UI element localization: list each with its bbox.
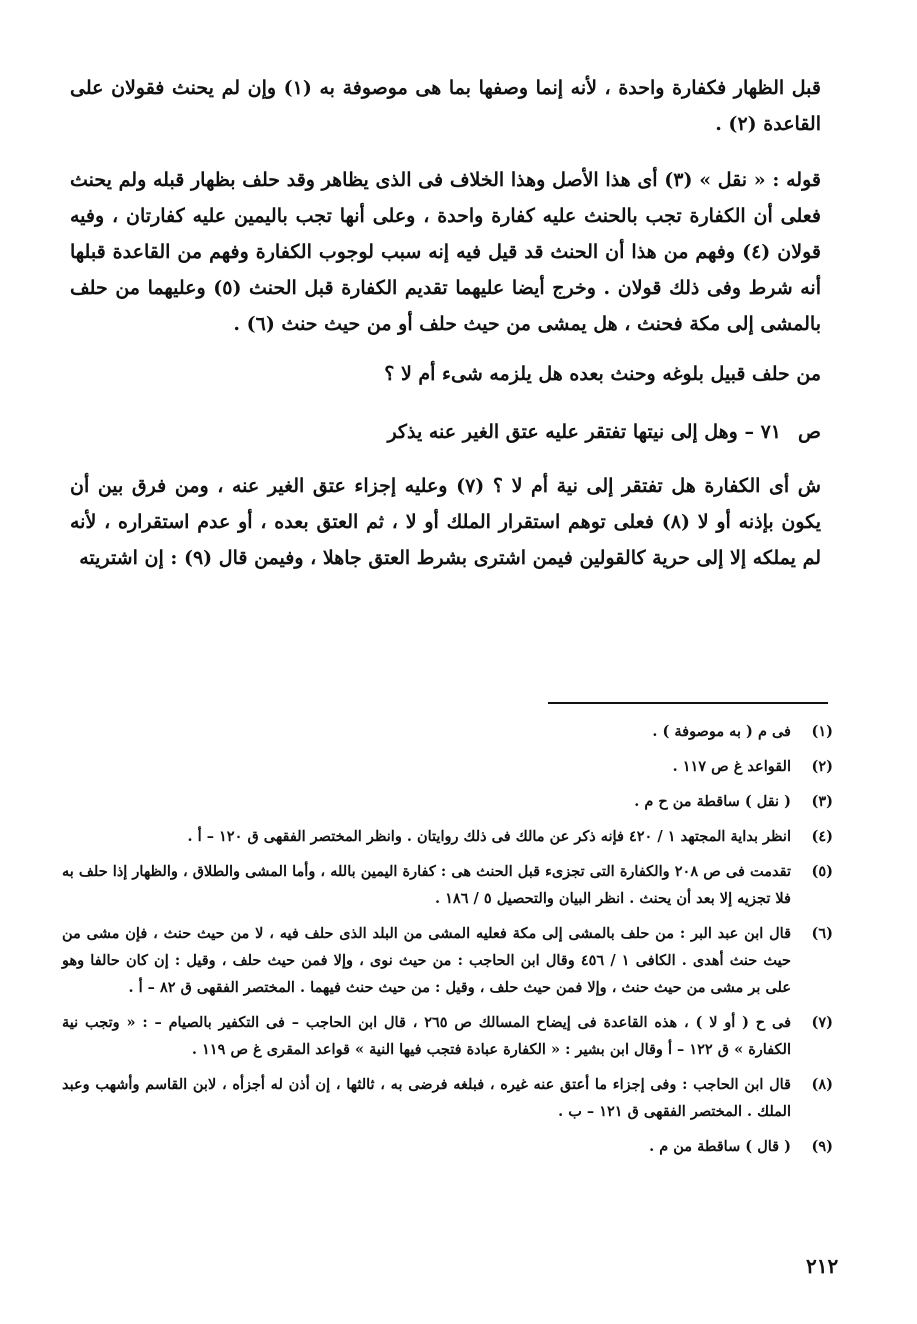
footnote-number: (٣) [811, 793, 833, 810]
footnote-number: (٦) [811, 925, 833, 942]
main-text [70, 70, 821, 576]
footnote-text: تقدمت فى ص ٢٠٨ والكفارة التى تجزىء قبل الحنث هى : كفارة اليمين بالله ، وأما المشى والطلاق ، والظهار إذا حلف به فلا تجزيه إلا بعد أن يحنث . انظر البيان والتحصيل ٥ / ١٨٦ . [62, 863, 791, 907]
verse-line [70, 414, 821, 450]
footnote-number: (١) [811, 723, 833, 740]
footnote-separator [548, 702, 828, 704]
footnote [62, 920, 833, 1001]
footnote [62, 1133, 833, 1160]
footnote-number: (٤) [811, 828, 833, 845]
footnote [62, 823, 833, 850]
footnote-text: فى م ( به موصوفة ) . [652, 723, 791, 740]
footnote-number: (٢) [811, 758, 833, 775]
question-line: من حلف قبيل بلوغه وحنث بعده هل يلزمه شىء أم لا ؟ [384, 363, 821, 385]
footnote-number: (٩) [811, 1138, 833, 1155]
footnote [62, 1071, 833, 1125]
footnote [62, 718, 833, 745]
footnote [62, 858, 833, 912]
commentary-paragraph: ش أى الكفارة هل تفتقر إلى نية أم لا ؟ (٧) وعليه إجزاء عتق الغير عنه ، ومن فرق بين أن يكون بإذنه أو لا (٨) فعلى توهم استقرار الملك أو لا ، ثم العتق بعده ، أو عدم استقراره ، لأنه لم يملكه إلا إلى حرية كالقولين فيمن اشترى بشرط العتق جاهلا ، وفيمن قال (٩) : إن اشتريته [70, 475, 821, 569]
footnotes [62, 718, 833, 1168]
footnote-number: (٥) [811, 863, 833, 880]
footnote-text: قال ابن عبد البر : من حلف بالمشى إلى مكة فعليه المشى من البلد الذى حلف فيه ، لا من حيث حنث ، فإن مشى من حيث حنث أهدى . الكافى ١ / ٤٥٦ وقال ابن الحاجب : من حيث نوى ، وإلا فمن حيث حلف ، وقيل : إن كان حالفا وهو على بر مشى من حيث حنث ، وإلا فمن حيث حلف ، وقيل : من حيث حنث فيهما . المختصر الفقهى ق ٨٢ – أ . [62, 925, 791, 996]
footnote-text: القواعد غ ص ١١٧ . [672, 758, 791, 775]
verse-text: ٧١ – وهل إلى نيتها تفتقر عليه عتق الغير عنه يذكر [387, 421, 781, 443]
footnote-text: ( قال ) ساقطة من م . [649, 1138, 791, 1155]
footnote-text: انظر بداية المجتهد ١ / ٤٢٠ فإنه ذكر عن مالك فى ذلك روايتان . وانظر المختصر الفقهى ق ١٢٠ – أ . [187, 828, 791, 845]
footnote-text: قال ابن الحاجب : وفى إجزاء ما أعتق عنه غيره ، فبلغه فرضى به ، ثالثها ، إن أذن له أجزأه ، لابن القاسم وأشهب وعبد الملك . المختصر الفقهى ق ١٢١ – ب . [62, 1076, 791, 1120]
footnote-number: (٧) [811, 1014, 833, 1031]
paragraph-1: قبل الظهار فكفارة واحدة ، لأنه إنما وصفها بما هى موصوفة به (١) وإن لم يحنث فقولان على القاعدة (٢) . [70, 77, 821, 135]
verse-marker: ص [798, 421, 821, 443]
footnote [62, 788, 833, 815]
footnote [62, 1009, 833, 1063]
page-number: ٢١٢ [806, 1254, 839, 1278]
footnote-text: ( نقل ) ساقطة من ح م . [634, 793, 791, 810]
paragraph-2: قوله : « نقل » (٣) أى هذا الأصل وهذا الخلاف فى الذى يظاهر وقد حلف بظهار قبله ولم يحنث فعلى أن الكفارة تجب بالحنث عليه كفارة واحدة ، وعلى أنها تجب باليمين عليه كفارتان ، وفيه قولان (٤) وفهم من هذا أن الحنث قد قيل فيه إنه سبب لوجوب الكفارة وفهم من القاعدة قبلها أنه شرط وفى ذلك قولان . وخرج أيضا عليهما تقديم الكفارة قبل الحنث (٥) وعليهما من حلف بالمشى إلى مكة فحنث ، هل يمشى من حيث حلف أو من حيث حنث (٦) . [70, 169, 821, 335]
footnote-number: (٨) [811, 1076, 833, 1093]
footnote-text: فى ح ( أو لا ) ، هذه القاعدة فى إيضاح المسالك ص ٢٦٥ ، قال ابن الحاجب – فى التكفير بالصيام – : « وتجب نية الكفارة » ق ١٢٢ – أ وقال ابن بشير : « الكفارة عبادة فتجب فيها النية » قواعد المقرى غ ص ١١٩ . [62, 1014, 792, 1058]
footnote [62, 753, 833, 780]
